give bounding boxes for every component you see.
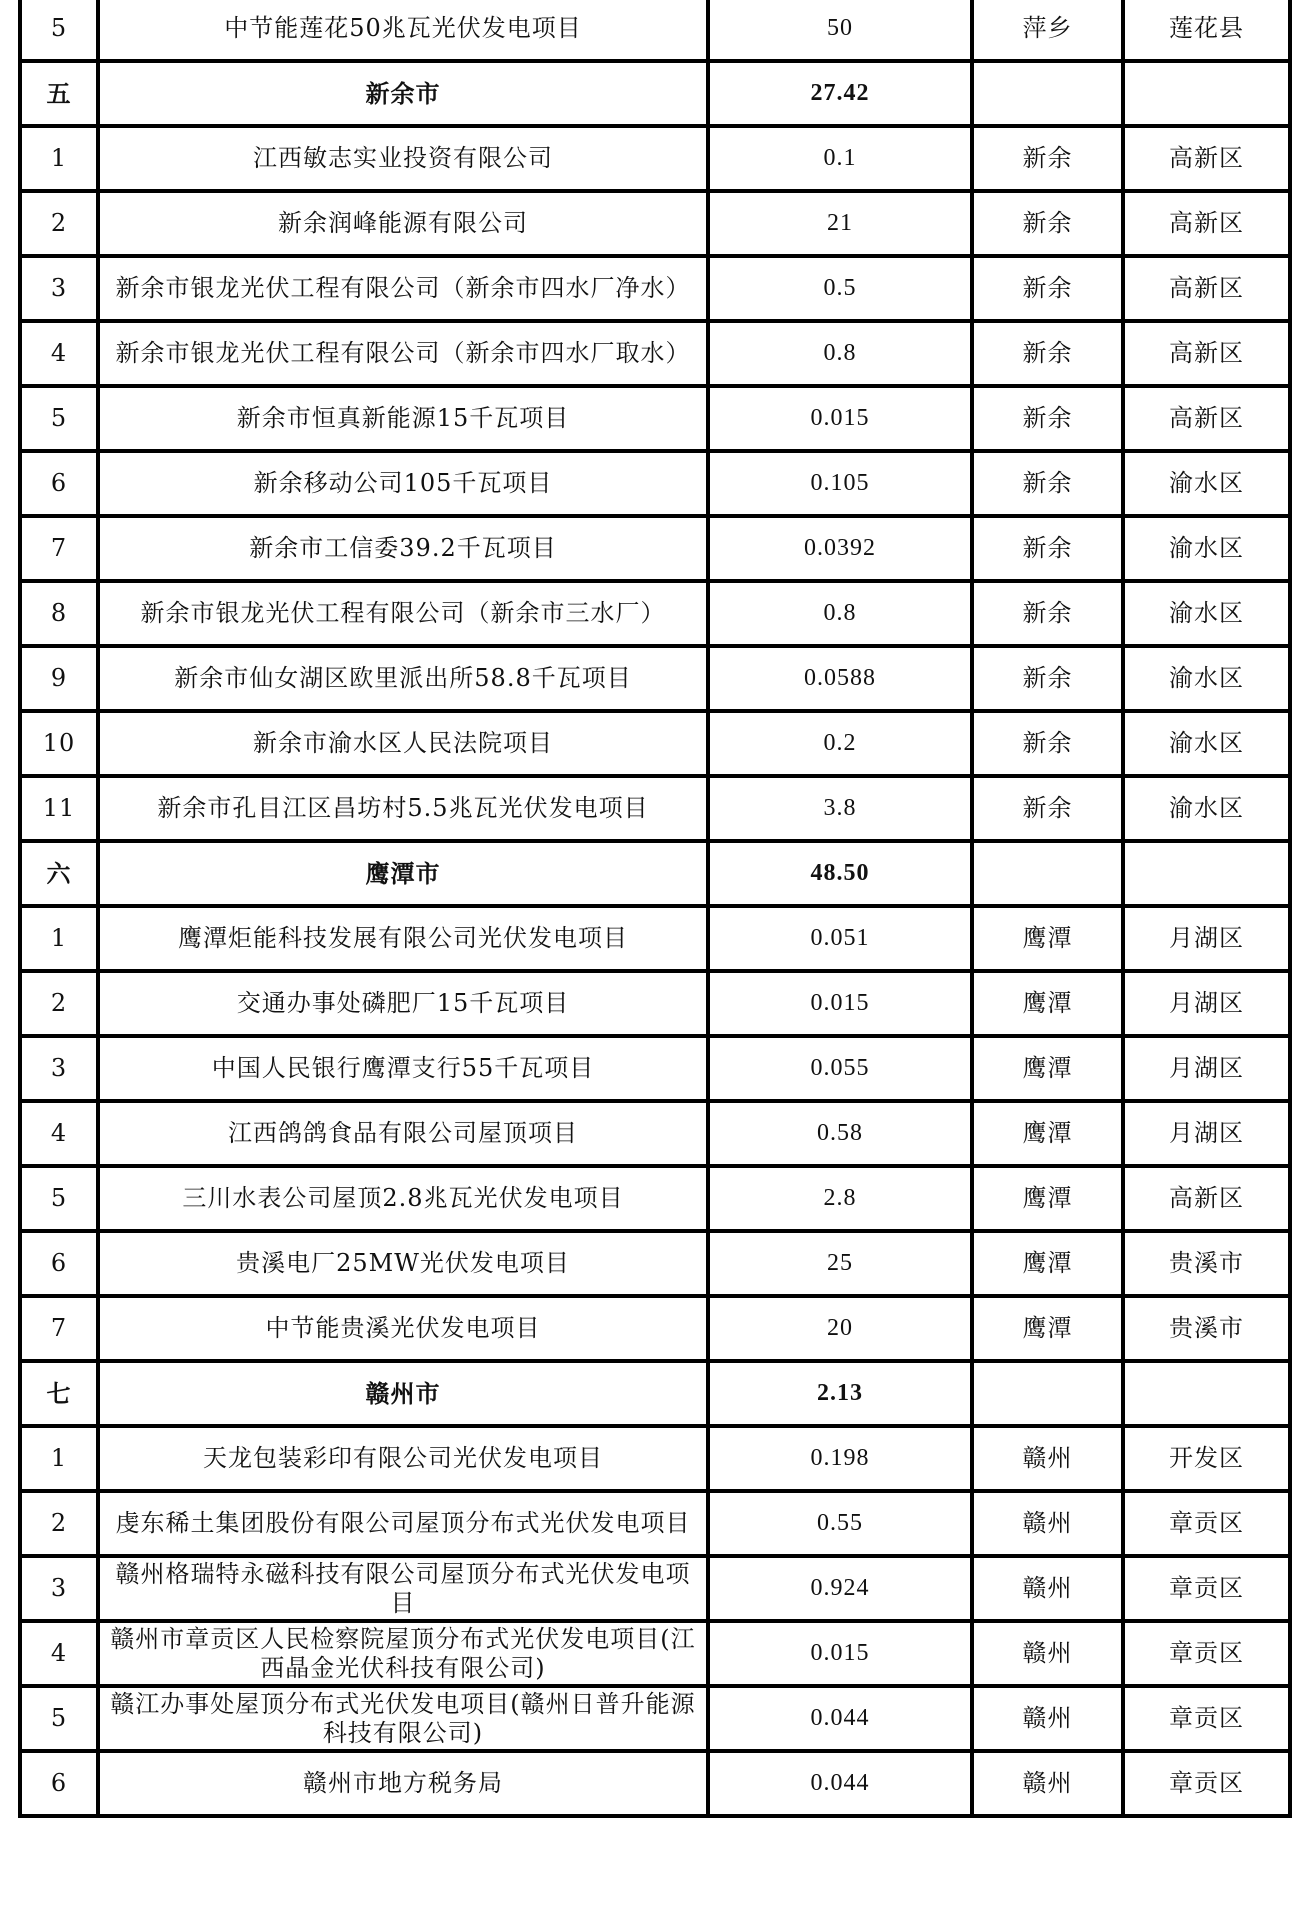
- district-cell: 渝水区: [1123, 776, 1290, 841]
- capacity-value: 0.2: [708, 711, 972, 776]
- row-index: 7: [20, 516, 98, 581]
- table-row: [20, 906, 1290, 971]
- capacity-value: 0.58: [708, 1101, 972, 1166]
- row-index: 6: [20, 451, 98, 516]
- table-row: [20, 1296, 1290, 1361]
- city-cell: 鹰潭: [972, 1296, 1123, 1361]
- table-row: [20, 1231, 1290, 1296]
- city-cell: 赣州: [972, 1556, 1123, 1621]
- document-page: [18, 0, 1288, 1818]
- project-name: 新余润峰能源有限公司: [98, 191, 708, 256]
- city-cell: 赣州: [972, 1751, 1123, 1816]
- table-row: [20, 386, 1290, 451]
- city-cell: 赣州: [972, 1686, 1123, 1751]
- table-row: [20, 581, 1290, 646]
- table-row: [20, 1621, 1290, 1686]
- table-row: [20, 126, 1290, 191]
- city-cell: 新余: [972, 191, 1123, 256]
- section-total-capacity: 27.42: [708, 61, 972, 126]
- table-row: [20, 646, 1290, 711]
- section-city-name: 新余市: [98, 61, 708, 126]
- capacity-value: 0.055: [708, 1036, 972, 1101]
- district-cell: 渝水区: [1123, 646, 1290, 711]
- capacity-value: 0.0588: [708, 646, 972, 711]
- project-name: 新余市渝水区人民法院项目: [98, 711, 708, 776]
- city-cell: 新余: [972, 516, 1123, 581]
- city-cell: 新余: [972, 321, 1123, 386]
- capacity-value: 25: [708, 1231, 972, 1296]
- district-cell: 高新区: [1123, 191, 1290, 256]
- project-name: 赣州格瑞特永磁科技有限公司屋顶分布式光伏发电项目: [98, 1556, 708, 1621]
- capacity-value: 0.015: [708, 971, 972, 1036]
- table-row: [20, 1101, 1290, 1166]
- city-cell: 新余: [972, 386, 1123, 451]
- district-cell: 章贡区: [1123, 1621, 1290, 1686]
- district-cell: 渝水区: [1123, 451, 1290, 516]
- project-name: 中节能莲花50兆瓦光伏发电项目: [98, 0, 708, 61]
- capacity-value: 0.924: [708, 1556, 972, 1621]
- table-row: [20, 1491, 1290, 1556]
- city-cell: 新余: [972, 581, 1123, 646]
- table-row: [20, 971, 1290, 1036]
- capacity-value: 0.198: [708, 1426, 972, 1491]
- row-index: 6: [20, 1751, 98, 1816]
- city-cell: [972, 61, 1123, 126]
- district-cell: 章贡区: [1123, 1491, 1290, 1556]
- table-row: [20, 516, 1290, 581]
- district-cell: 月湖区: [1123, 1036, 1290, 1101]
- table-row: [20, 1686, 1290, 1751]
- district-cell: 章贡区: [1123, 1556, 1290, 1621]
- city-cell: [972, 1361, 1123, 1426]
- project-name: 新余市恒真新能源15千瓦项目: [98, 386, 708, 451]
- project-name: 新余市仙女湖区欧里派出所58.8千瓦项目: [98, 646, 708, 711]
- project-name: 赣州市地方税务局: [98, 1751, 708, 1816]
- district-cell: 渝水区: [1123, 711, 1290, 776]
- row-index: 4: [20, 1621, 98, 1686]
- project-table: [18, 0, 1292, 1818]
- table-row: [20, 1751, 1290, 1816]
- row-index: 5: [20, 386, 98, 451]
- district-cell: 开发区: [1123, 1426, 1290, 1491]
- city-cell: 新余: [972, 776, 1123, 841]
- row-index: 2: [20, 191, 98, 256]
- project-name: 新余移动公司105千瓦项目: [98, 451, 708, 516]
- project-table-body: [20, 0, 1290, 1816]
- table-row: [20, 451, 1290, 516]
- row-index: 3: [20, 256, 98, 321]
- district-cell: 贵溪市: [1123, 1296, 1290, 1361]
- district-cell: [1123, 841, 1290, 906]
- capacity-value: 2.8: [708, 1166, 972, 1231]
- project-name: 新余市孔目江区昌坊村5.5兆瓦光伏发电项目: [98, 776, 708, 841]
- project-name: 贵溪电厂25MW光伏发电项目: [98, 1231, 708, 1296]
- city-cell: 鹰潭: [972, 1036, 1123, 1101]
- city-cell: 新余: [972, 126, 1123, 191]
- row-index: 4: [20, 1101, 98, 1166]
- project-name: 中国人民银行鹰潭支行55千瓦项目: [98, 1036, 708, 1101]
- section-index: 五: [20, 61, 98, 126]
- table-row: [20, 191, 1290, 256]
- city-cell: 赣州: [972, 1491, 1123, 1556]
- city-cell: 新余: [972, 451, 1123, 516]
- project-name: 新余市银龙光伏工程有限公司（新余市四水厂净水）: [98, 256, 708, 321]
- district-cell: 高新区: [1123, 1166, 1290, 1231]
- city-cell: 鹰潭: [972, 1231, 1123, 1296]
- capacity-value: 0.044: [708, 1686, 972, 1751]
- city-cell: [972, 841, 1123, 906]
- district-cell: 章贡区: [1123, 1751, 1290, 1816]
- project-name: 新余市工信委39.2千瓦项目: [98, 516, 708, 581]
- district-cell: 月湖区: [1123, 906, 1290, 971]
- table-row: [20, 1426, 1290, 1491]
- capacity-value: 0.044: [708, 1751, 972, 1816]
- section-city-name: 赣州市: [98, 1361, 708, 1426]
- capacity-value: 0.5: [708, 256, 972, 321]
- section-index: 六: [20, 841, 98, 906]
- district-cell: [1123, 61, 1290, 126]
- capacity-value: 0.8: [708, 321, 972, 386]
- capacity-value: 3.8: [708, 776, 972, 841]
- row-index: 11: [20, 776, 98, 841]
- capacity-value: 0.051: [708, 906, 972, 971]
- row-index: 1: [20, 906, 98, 971]
- row-index: 1: [20, 1426, 98, 1491]
- project-name: 新余市银龙光伏工程有限公司（新余市四水厂取水）: [98, 321, 708, 386]
- table-row: [20, 776, 1290, 841]
- capacity-value: 0.1: [708, 126, 972, 191]
- table-row: [20, 1166, 1290, 1231]
- project-name: 赣州市章贡区人民检察院屋顶分布式光伏发电项目(江西晶金光伏科技有限公司): [98, 1621, 708, 1686]
- row-index: 7: [20, 1296, 98, 1361]
- table-row: [20, 711, 1290, 776]
- table-row: [20, 0, 1290, 61]
- section-total-capacity: 48.50: [708, 841, 972, 906]
- table-row: [20, 321, 1290, 386]
- project-name: 新余市银龙光伏工程有限公司（新余市三水厂）: [98, 581, 708, 646]
- district-cell: 高新区: [1123, 126, 1290, 191]
- district-cell: 渝水区: [1123, 581, 1290, 646]
- city-cell: 鹰潭: [972, 1166, 1123, 1231]
- project-name: 赣江办事处屋顶分布式光伏发电项目(赣州日普升能源科技有限公司): [98, 1686, 708, 1751]
- section-city-name: 鹰潭市: [98, 841, 708, 906]
- row-index: 8: [20, 581, 98, 646]
- row-index: 5: [20, 1166, 98, 1231]
- table-row: [20, 256, 1290, 321]
- row-index: 1: [20, 126, 98, 191]
- district-cell: 章贡区: [1123, 1686, 1290, 1751]
- capacity-value: 0.015: [708, 386, 972, 451]
- capacity-value: 0.015: [708, 1621, 972, 1686]
- row-index: 10: [20, 711, 98, 776]
- city-cell: 萍乡: [972, 0, 1123, 61]
- district-cell: 贵溪市: [1123, 1231, 1290, 1296]
- city-cell: 赣州: [972, 1426, 1123, 1491]
- city-cell: 鹰潭: [972, 906, 1123, 971]
- capacity-value: 0.105: [708, 451, 972, 516]
- project-name: 江西鸽鸽食品有限公司屋顶项目: [98, 1101, 708, 1166]
- district-cell: 月湖区: [1123, 971, 1290, 1036]
- project-name: 三川水表公司屋顶2.8兆瓦光伏发电项目: [98, 1166, 708, 1231]
- district-cell: 莲花县: [1123, 0, 1290, 61]
- row-index: 9: [20, 646, 98, 711]
- section-header-row: [20, 841, 1290, 906]
- project-name: 天龙包装彩印有限公司光伏发电项目: [98, 1426, 708, 1491]
- project-name: 鹰潭炬能科技发展有限公司光伏发电项目: [98, 906, 708, 971]
- project-name: 虔东稀土集团股份有限公司屋顶分布式光伏发电项目: [98, 1491, 708, 1556]
- row-index: 6: [20, 1231, 98, 1296]
- capacity-value: 20: [708, 1296, 972, 1361]
- city-cell: 新余: [972, 646, 1123, 711]
- capacity-value: 0.0392: [708, 516, 972, 581]
- section-total-capacity: 2.13: [708, 1361, 972, 1426]
- city-cell: 新余: [972, 711, 1123, 776]
- section-header-row: [20, 61, 1290, 126]
- capacity-value: 21: [708, 191, 972, 256]
- row-index: 5: [20, 0, 98, 61]
- row-index: 3: [20, 1036, 98, 1101]
- table-row: [20, 1556, 1290, 1621]
- row-index: 3: [20, 1556, 98, 1621]
- project-name: 江西敏志实业投资有限公司: [98, 126, 708, 191]
- district-cell: 高新区: [1123, 256, 1290, 321]
- row-index: 2: [20, 971, 98, 1036]
- district-cell: 高新区: [1123, 386, 1290, 451]
- project-name: 交通办事处磷肥厂15千瓦项目: [98, 971, 708, 1036]
- city-cell: 新余: [972, 256, 1123, 321]
- project-name: 中节能贵溪光伏发电项目: [98, 1296, 708, 1361]
- district-cell: 月湖区: [1123, 1101, 1290, 1166]
- district-cell: 高新区: [1123, 321, 1290, 386]
- district-cell: 渝水区: [1123, 516, 1290, 581]
- section-index: 七: [20, 1361, 98, 1426]
- capacity-value: 50: [708, 0, 972, 61]
- district-cell: [1123, 1361, 1290, 1426]
- capacity-value: 0.55: [708, 1491, 972, 1556]
- capacity-value: 0.8: [708, 581, 972, 646]
- section-header-row: [20, 1361, 1290, 1426]
- city-cell: 赣州: [972, 1621, 1123, 1686]
- row-index: 4: [20, 321, 98, 386]
- table-row: [20, 1036, 1290, 1101]
- city-cell: 鹰潭: [972, 971, 1123, 1036]
- row-index: 2: [20, 1491, 98, 1556]
- city-cell: 鹰潭: [972, 1101, 1123, 1166]
- row-index: 5: [20, 1686, 98, 1751]
